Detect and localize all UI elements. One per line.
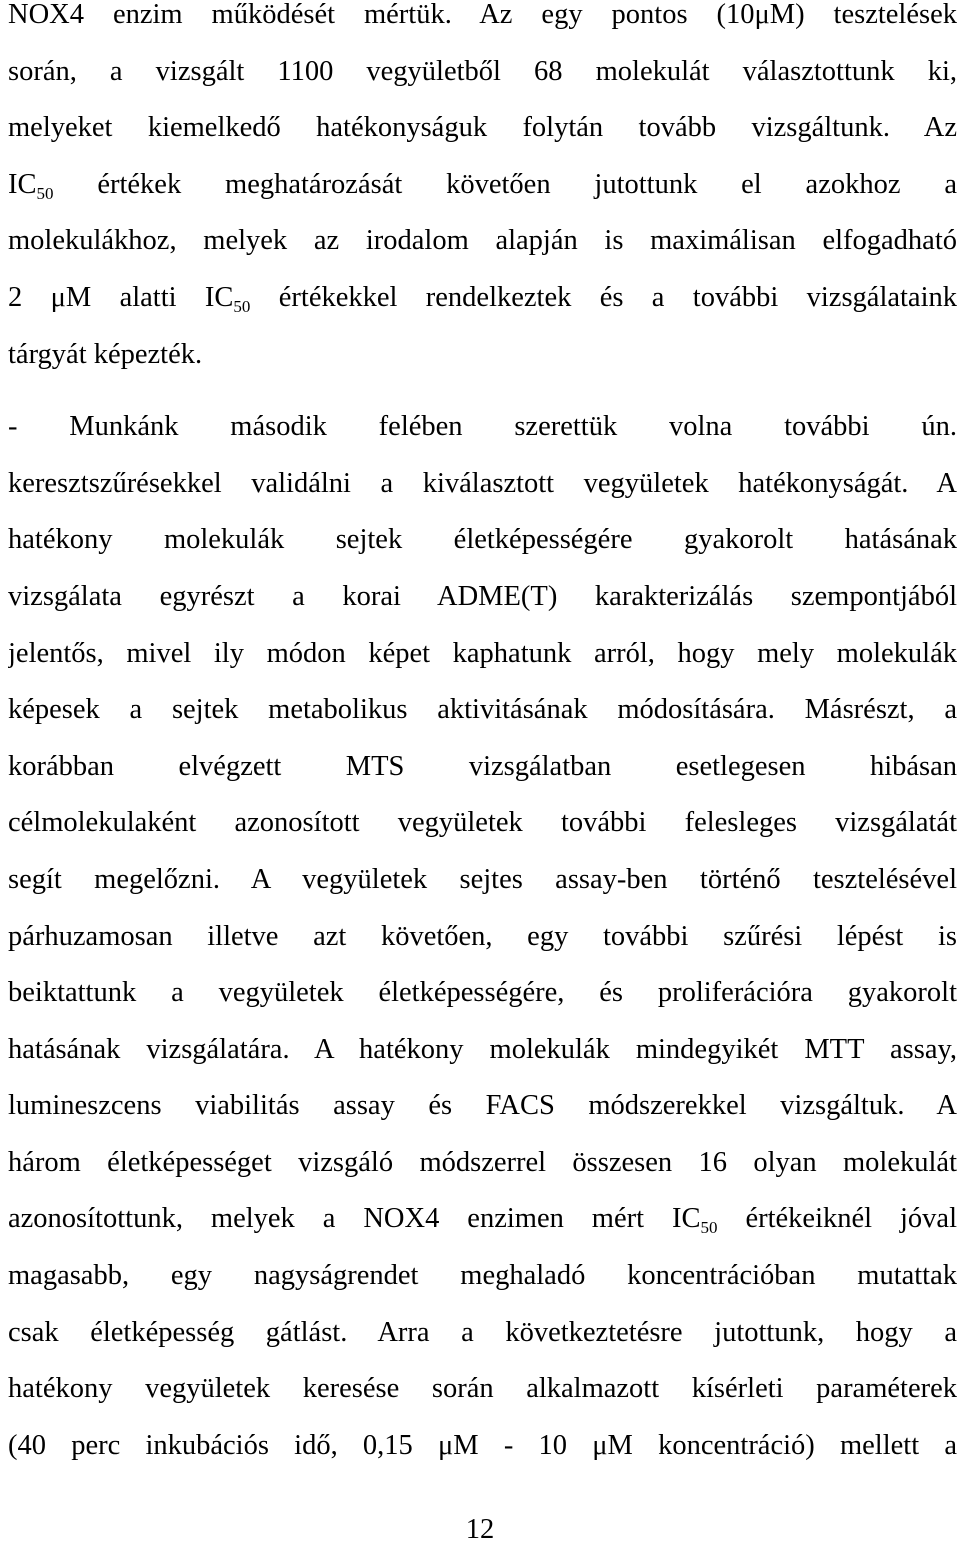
text-line: keresztszűrésekkel validálni a kiválasztott vegyületek hatékonyságát. A [8,467,957,499]
text-segment: értékekkel rendelkeztek és a további vizsgálataink [250,281,957,313]
text-line: beiktattunk a vegyületek életképességére, és proliferációra gyakorolt [8,977,957,1009]
subscript: 50 [36,183,54,203]
text-line: vizsgálata egyrészt a korai ADME(T) karakterizálás szempontjából [8,580,957,612]
text-line: hatékony vegyületek keresése során alkalmazott kísérleti paraméterek [8,1373,957,1405]
text-segment: értékeiknél jóval [717,1203,957,1235]
text-line: hatékony molekulák sejtek életképességére gyakorolt hatásának [8,524,957,556]
paragraph-1 [8,0,957,393]
text-line: tárgyát képezték. [8,338,203,370]
text-line: jelentős, mivel ily módon képet kaphatunk arról, hogy mely molekulák [8,637,957,669]
text-line: képesek a sejtek metabolikus aktivitásának módosítására. Másrészt, a [8,694,957,726]
text-line: molekulákhoz, melyek az irodalom alapján is maximálisan elfogadható [8,225,957,257]
text-line: NOX4 enzim működését mértük. Az egy pontos (10μM) tesztelések [8,0,957,30]
subscript: 50 [700,1218,718,1238]
page-number: 12 [465,1514,495,1545]
document-page [8,0,957,1484]
text-line: hatásának vizsgálatára. A hatékony molekulák mindegyikét MTT assay, [8,1033,957,1065]
text-line: (40 perc inkubációs idő, 0,15 μM - 10 μM koncentráció) mellett a [8,1429,957,1461]
text-line: során, a vizsgált 1100 vegyületből 68 molekulát választottunk ki, [8,55,957,87]
text-line [8,1201,957,1258]
text-line: csak életképesség gátlást. Arra a következtetésre jutottunk, hogy a [8,1316,957,1348]
text-line: lumineszcens viabilitás assay és FACS módszerekkel vizsgáltuk. A [8,1090,957,1122]
text-line [8,167,957,224]
text-segment: azonosítottunk, melyek a NOX4 enzimen mért IC [8,1203,701,1235]
text-segment: 2 μM alatti IC [8,281,234,313]
text-line: korábban elvégzett MTS vizsgálatban esetlegesen hibásan [8,750,957,782]
text-line: célmolekulaként azonosított vegyületek további felesleges vizsgálatát [8,807,957,839]
text-line: segít megelőzni. A vegyületek sejtes assay-ben történő tesztelésével [8,863,957,895]
text-line: - Munkánk második felében szerettük volna további ún. [8,411,957,443]
text-segment: értékek meghatározását követően jutottunk el azokhoz a [53,168,957,200]
subscript: 50 [233,296,251,316]
text-line [8,280,957,337]
text-segment: IC [8,168,37,200]
text-line: három életképességet vizsgáló módszerrel összesen 16 olyan molekulát [8,1146,957,1178]
text-line: magasabb, egy nagyságrendet meghaladó koncentrációban mutattak [8,1260,957,1292]
text-line: párhuzamosan illetve azt követően, egy további szűrési lépést is [8,920,957,952]
paragraph-2 [8,409,957,1484]
text-line: melyeket kiemelkedő hatékonyságuk folytán tovább vizsgáltunk. Az [8,112,957,144]
